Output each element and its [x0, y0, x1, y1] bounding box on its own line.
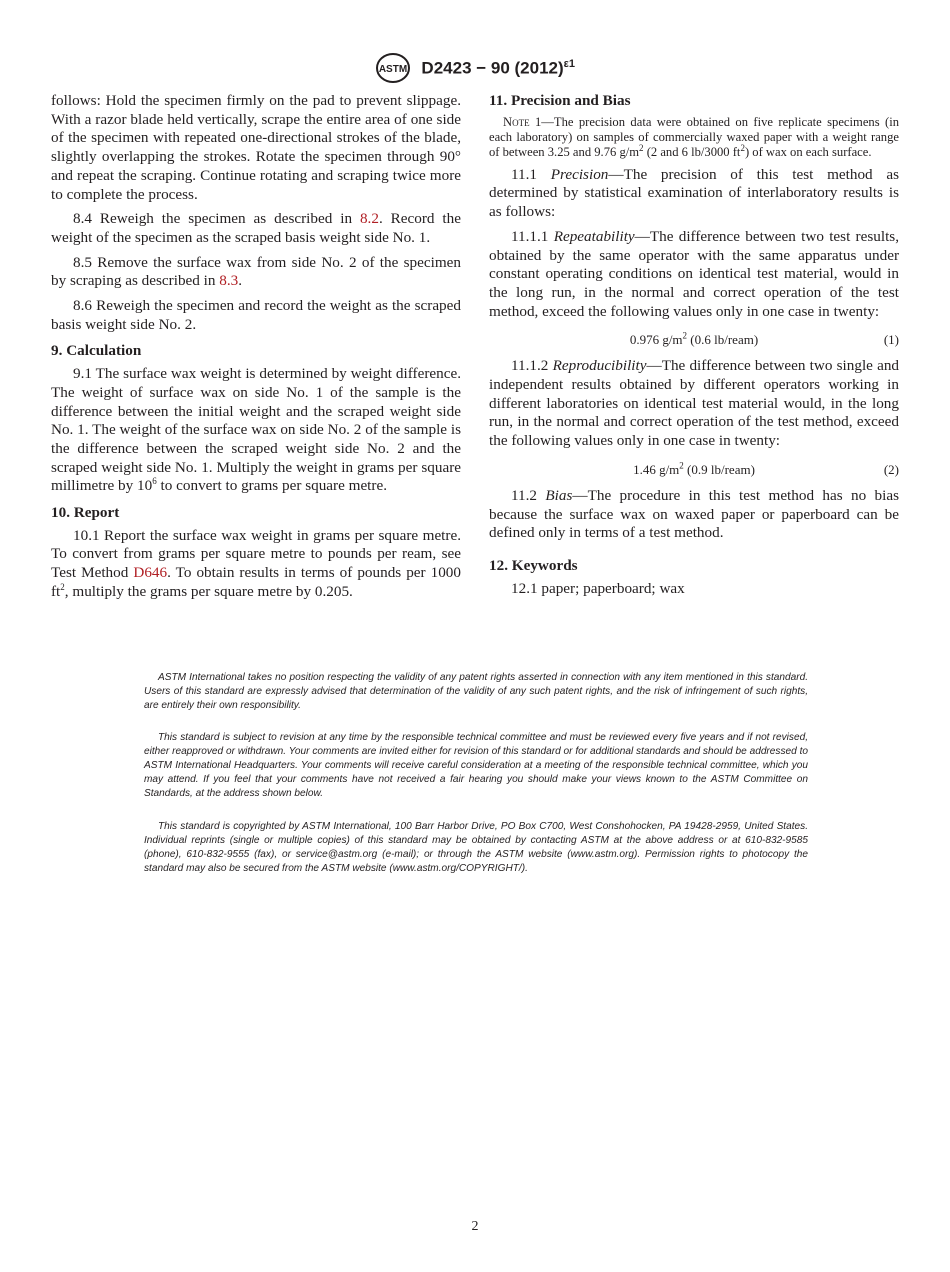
section-heading-precision-bias: 11. Precision and Bias [489, 92, 631, 109]
link-8-2[interactable]: 8.2 [359, 210, 379, 228]
paragraph-8-6: 8.6 Reweigh the specimen and record the weight as the scraped basis weight side No. 2. [51, 297, 461, 333]
paragraph-11-1: 11.1 Precision—The precision of this test method as determined by statistical examination of interlaboratory results is as follows: [489, 165, 899, 221]
copyright-notice: This standard is copyrighted by ASTM International, 100 Barr Harbor Drive, PO Box C700, West Conshohocken, PA 19428-2959, United States. Individual reprints (single or multiple copies) of this standard may be obtained by contacting ASTM at the above address or at 610-832-9585 (phone), 610-832-9555 (fax), or service@astm.org (e-mail); or through the ASTM website (www.astm.org). Permission rights to photocopy the standard may also be secured from the ASTM website (www.astm.org/COPYRIGHT/). [144, 821, 808, 874]
section-heading-calculation: 9. Calculation [51, 342, 142, 360]
paragraph-11-2: 11.2 Bias—The procedure in this test method has no bias because the surface wax on waxed paper or paperboard can be defined only in terms of a test method. [489, 486, 900, 542]
page-number: 2 [471, 1219, 479, 1234]
patent-notice: ASTM International takes no position respecting the validity of any patent rights asserted in connection with any item mentioned in this standard. Users of this standard are expressly advised that determination of the validity of any such patent rights, and the risk of infringement of such rights, are entirely their own responsibility. [144, 672, 808, 711]
left-column [51, 92, 461, 608]
svg-text:ASTM: ASTM [378, 64, 408, 75]
paragraph-9-1: 9.1 The surface wax weight is determined by weight difference. The weight of surface wax on side No. 1 of the sample is the difference between the initial weight and the scraped weight side No. 1. The weight of the surface wax on side No. 2 of the sample is the difference between the scraped weight side No. 2 and the scraped weight side No. 1. Multiply the weight in grams per square millimetre by $10^6$ to convert to grams per square metre. [51, 365, 461, 495]
equation-2-number: (2) [883, 461, 899, 477]
revision-notice: This standard is subject to revision at any time by the responsible technical committee and must be reviewed every five years and if not revised, either reapproved or withdrawn. Your comments are invited either for revision of this standard or for additional standards and should be addressed to ASTM International Headquarters. Your comments will receive careful consideration at a meeting of the responsible technical committee, which you may attend. If you feel that your comments have not received a fair hearing you should make your views known to the ASTM Committee on Standards, at the address shown below. [144, 732, 808, 799]
paragraph-11-1-2: 11.1.2 Reproducibility—The difference between two single and independent results obtained by different operators working in different laboratories on identical test material would, in the long run, in the normal and correct operation of the test method, exceed the following values only in one case in twenty: [489, 357, 899, 450]
designation: D2423 − 90 $(2012)^{\varepsilon 1}$ [421, 57, 576, 78]
paragraph-12-1: 12.1 paper; paperboard; wax [511, 579, 685, 597]
note-1: Note 1—The precision data were obtained on five replicate specimens (in each laboratory) on samples of commercially waxed paper with a weight range of between 3.25 and 9.76 $g/m^2$ (2 and 6 lb/3000 $ft^2$) of wax on each surface. [489, 114, 899, 159]
equation-1 [489, 327, 899, 351]
paragraph-11-1-1: 11.1.1 Repeatability—The difference between two test results, obtained by the same operator with the same apparatus under constant operating conditions on identical test material, would in the long run, in the normal and correct operation of the test method, exceed the following values only in one case in twenty: [489, 227, 899, 320]
paragraph-8-5: 8.5 Remove the surface wax from side No. 2 of the specimen by scraping as described in 8.3. [51, 253, 461, 290]
section-heading-report: 10. Report [51, 504, 120, 522]
section-heading-keywords: 12. Keywords [489, 556, 578, 574]
page-header [0, 52, 950, 84]
equation-1-number: (1) [883, 332, 899, 348]
paragraph-8-3-continued: follows: Hold the specimen firmly on the pad to prevent slippage. With a razor blade held vertically, scrape the entire area of one side of the specimen with repeated one-directional strokes of the blade, slightly overlapping the strokes. Rotate the specimen through 90° and repeat the scraping. Continue rotating and scraping twice more to complete the process. [51, 92, 461, 203]
link-d646[interactable]: D646 [133, 564, 168, 582]
equation-1-expression: 0.976 $g/m^2$ (0.6 lb/ream) [629, 331, 759, 348]
equation-2 [489, 457, 899, 481]
right-column [489, 92, 899, 604]
astm-logo-icon [375, 52, 411, 84]
paragraph-10-1: 10.1 Report the surface wax weight in grams per square metre. To convert from grams per square metre to pounds per ream, see Test Method D646. To obtain results in terms of pounds per 1000 $ft^2$, multiply the grams per square metre by 0.205. [51, 526, 461, 600]
equation-2-expression: 1.46 $g/m^2$ (0.9 lb/ream) [633, 460, 755, 477]
paragraph-8-4: 8.4 Reweigh the specimen as described in 8.2. Record the weight of the specimen as the scraped basis weight side No. 1. [51, 210, 461, 246]
link-8-3[interactable]: 8.3 [219, 272, 239, 290]
